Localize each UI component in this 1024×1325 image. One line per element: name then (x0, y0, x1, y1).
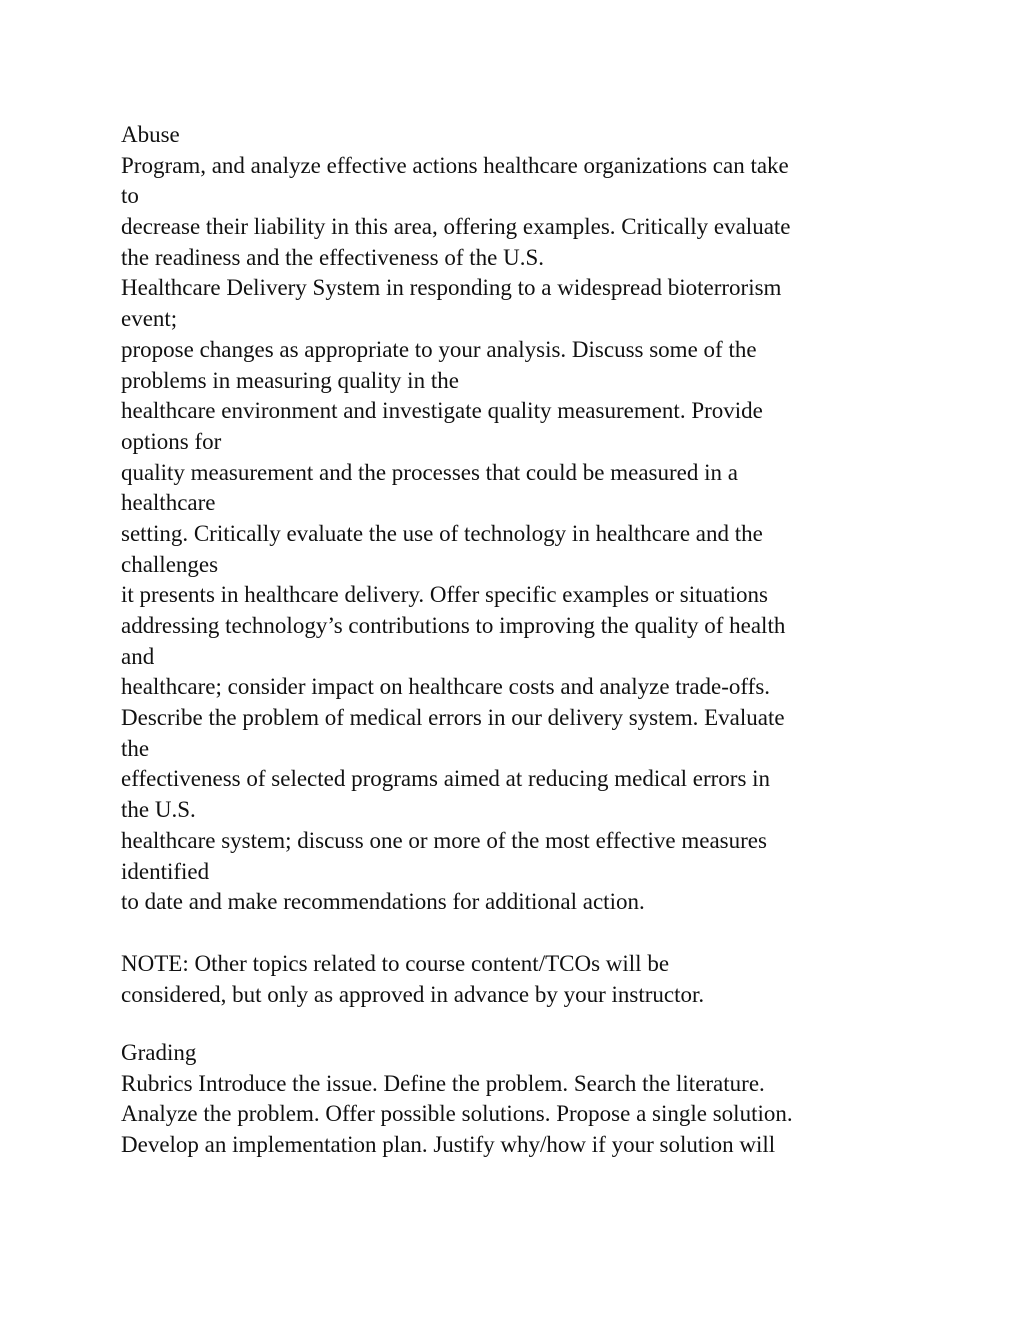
text-line: effectiveness of selected programs aimed at reducing medical errors in (121, 766, 771, 792)
text-line: event; (121, 306, 178, 332)
text-line: propose changes as appropriate to your analysis. Discuss some of the (121, 336, 757, 362)
text-line: healthcare system; discuss one or more of the most effective measures (121, 827, 767, 853)
text-line: decrease their liability in this area, offering examples. Critically evaluate (121, 214, 791, 240)
text-line: options for (121, 428, 222, 454)
text-line: the U.S. (121, 797, 196, 823)
text-line: Rubrics Introduce the issue. Define the problem. Search the literature. (121, 1070, 765, 1096)
text-line: Abuse (121, 122, 180, 147)
topic-description-paragraph (121, 120, 921, 918)
text-line: the (121, 735, 150, 761)
text-line: to (121, 183, 139, 209)
text-line: it presents in healthcare delivery. Offer specific examples or situations (121, 582, 768, 608)
text-line: identified (121, 858, 210, 884)
text-line: Healthcare Delivery System in responding to a widespread bioterrorism (121, 275, 782, 301)
text-line: to date and make recommendations for additional action. (121, 889, 645, 915)
text-line: and (121, 643, 155, 669)
text-line: healthcare; consider impact on healthcare costs and analyze trade-offs. (121, 674, 771, 700)
text-line: Grading (121, 1040, 197, 1065)
text-line: NOTE: Other topics related to course content/TCOs will be (121, 951, 670, 976)
text-line: addressing technology’s contributions to improving the quality of health (121, 613, 786, 638)
text-line: Describe the problem of medical errors in our delivery system. Evaluate (121, 705, 785, 731)
text-line: Program, and analyze effective actions healthcare organizations can take (121, 152, 789, 178)
text-line: healthcare environment and investigate quality measurement. Provide (121, 398, 763, 424)
text-line: considered, but only as approved in advance by your instructor. (121, 981, 705, 1007)
text-line: quality measurement and the processes that could be measured in a (121, 459, 738, 485)
text-line: the readiness and the effectiveness of the U.S. (121, 244, 545, 270)
text-line: healthcare (121, 490, 216, 516)
text-line: setting. Critically evaluate the use of technology in healthcare and the (121, 520, 763, 546)
grading-paragraph (121, 1038, 921, 1161)
text-line: Develop an implementation plan. Justify why/how if your solution will (121, 1132, 776, 1158)
text-line: problems in measuring quality in the (121, 367, 459, 393)
note-paragraph (121, 949, 921, 1010)
text-line: Analyze the problem. Offer possible solutions. Propose a single solution. (121, 1101, 793, 1127)
text-line: challenges (121, 551, 219, 577)
